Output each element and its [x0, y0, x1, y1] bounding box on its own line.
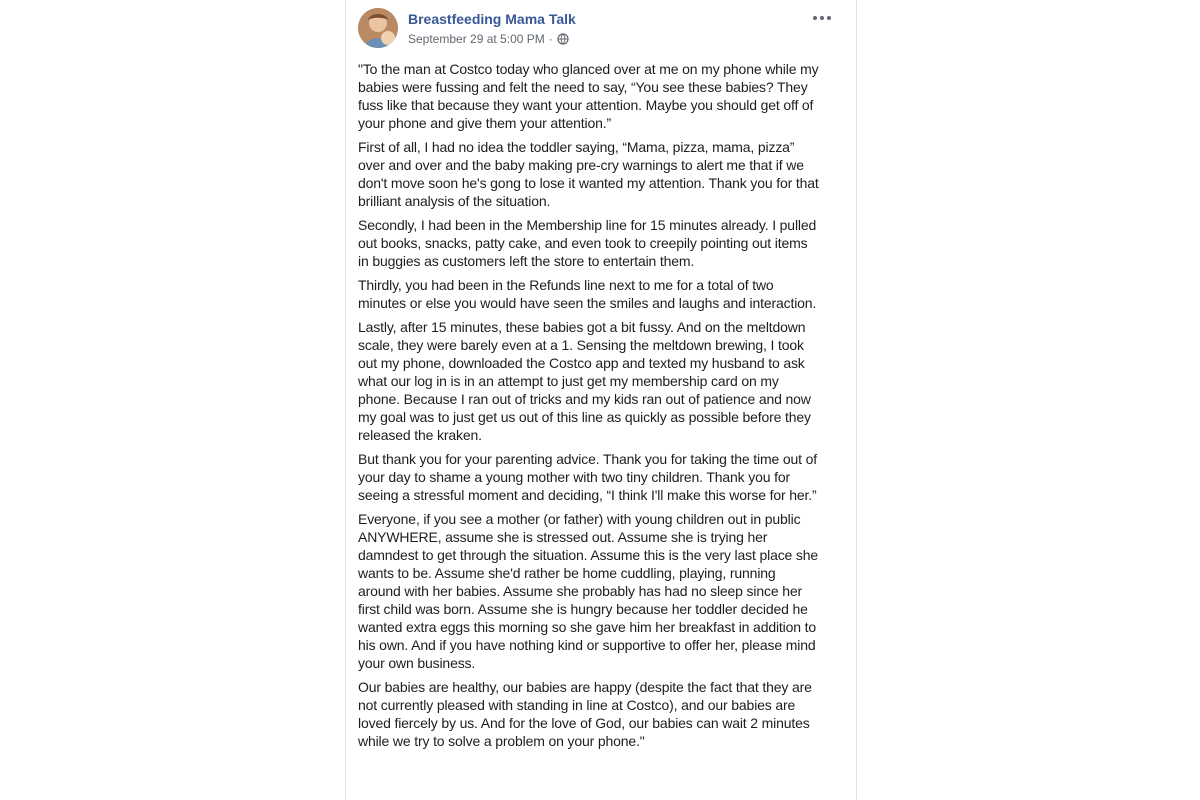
post-paragraph: Secondly, I had been in the Membership line for 15 minutes already. I pulled out books, snacks, patty cake, and even took to creepily pointing out items in buggies as customers left the store to entertain them.	[358, 217, 817, 269]
page-name-link[interactable]: Breastfeeding Mama Talk	[408, 11, 576, 27]
globe-icon	[557, 33, 569, 45]
post-paragraph: Everyone, if you see a mother (or father) with young children out in public ANYWHERE, assume she is stressed out. Assume she is trying her damndest to get through the situation. Assume this is the very last place she wants to be. Assume she'd rather be home cuddling, playing, running around with her babies. Assume she probably has had no sleep since her first child was born. Assume she is hungry because her toddler decided he wanted extra eggs this morning so she gave him her breakfast in addition to his own. And if you have nothing kind or supportive to offer her, please mind your own business.	[358, 511, 819, 671]
post-paragraph: "To the man at Costco today who glanced over at me on my phone while my babies were fussing and felt the need to say, “You see these babies? They fuss like that because they want your attention. Maybe you should get off of your phone and give them your attention.”	[358, 61, 819, 131]
post-paragraph: Thirdly, you had been in the Refunds line next to me for a total of two minutes or else you would have seen the smiles and laughs and interaction.	[358, 277, 817, 311]
more-options-icon	[812, 15, 832, 21]
post-paragraph: But thank you for your parenting advice. Thank you for taking the time out of your day to shame a young mother with two tiny children. Thank you for seeing a stressful moment and deciding, “I think I'll make this worse for her.”	[358, 451, 818, 503]
post-meta	[408, 32, 569, 46]
more-options-button[interactable]	[808, 8, 836, 28]
post-paragraph: Our babies are healthy, our babies are happy (despite the fact that they are not currently pleased with standing in line at Costco), and our babies are loved fiercely by us. And for the love of God, our babies can wait 2 minutes while we try to solve a problem on your phone."	[358, 679, 812, 749]
meta-separator: ·	[548, 32, 553, 46]
post-body	[358, 60, 820, 756]
post-timestamp[interactable]: September 29 at 5:00 PM	[408, 32, 545, 46]
facebook-post	[345, 0, 857, 800]
post-header	[358, 8, 844, 52]
avatar[interactable]	[358, 8, 398, 48]
post-paragraph: Lastly, after 15 minutes, these babies got a bit fussy. And on the meltdown scale, they were barely even at a 1. Sensing the meltdown brewing, I took out my phone, downloaded the Costco app and texted my husband to ask what our log in is in an attempt to just get my membership card on my phone. Because I ran out of tricks and my kids ran out of patience and now my goal was to just get us out of this line as quickly as possible before they released the kraken.	[358, 319, 811, 443]
post-paragraph: First of all, I had no idea the toddler saying, “Mama, pizza, mama, pizza” over and over and the baby making pre-cry warnings to alert me that if we don't move soon he's gong to lose it wanted my attention. Thank you for that brilliant analysis of the situation.	[358, 139, 819, 209]
